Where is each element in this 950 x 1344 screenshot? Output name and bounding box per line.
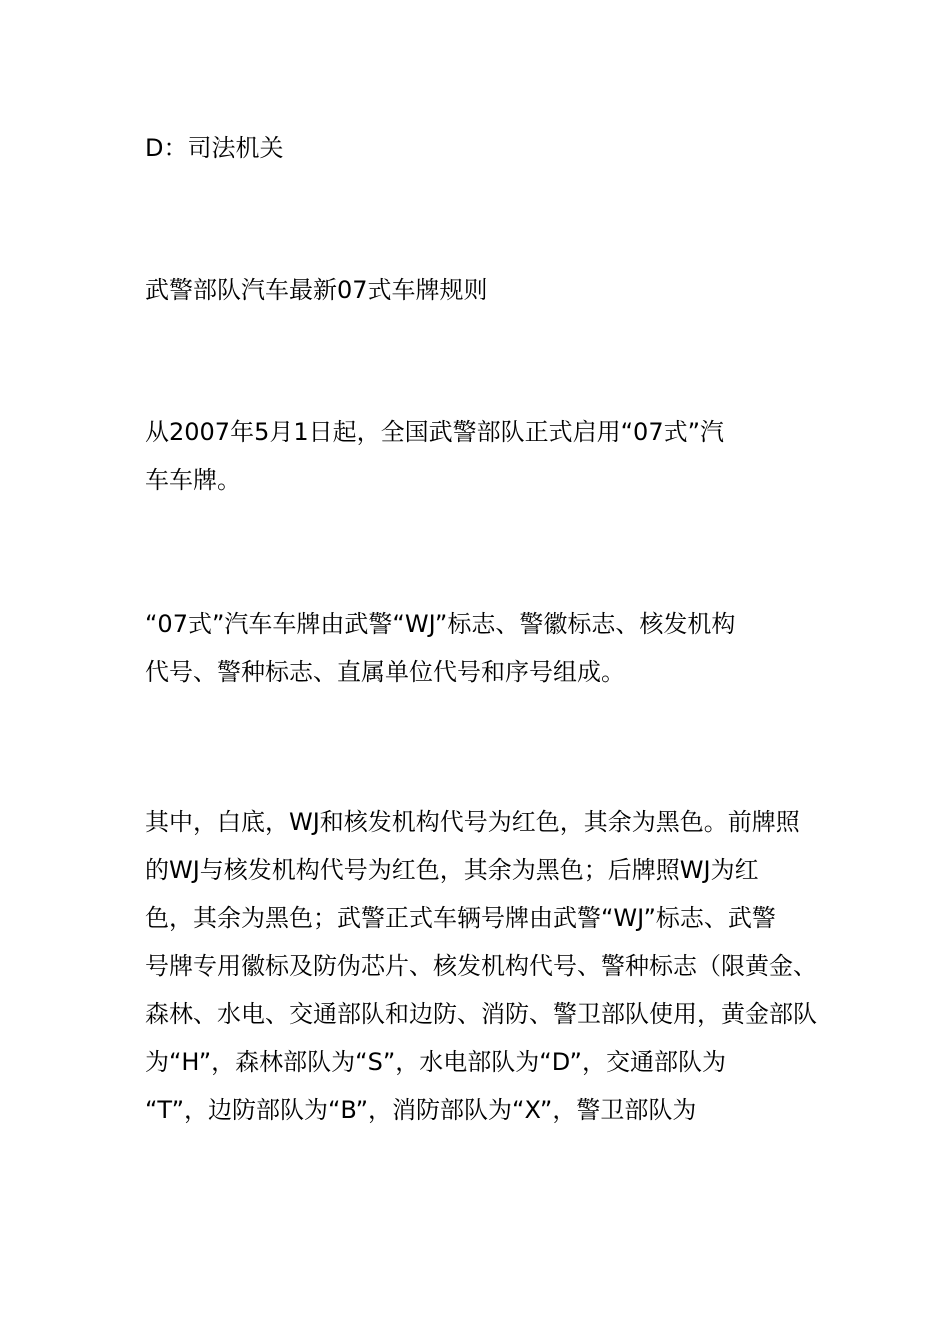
text-line: 其中，白底，WJ和核发机构代号为红色，其余为黑色。前牌照 <box>145 808 800 836</box>
text-line: 武警部队汽车最新07式车牌规则 <box>145 276 488 304</box>
text-line: 森林、水电、交通部队和边防、消防、警卫部队使用，黄金部队 <box>145 1000 817 1028</box>
paragraph-start-date <box>145 408 825 504</box>
paragraph-heading-plate-rules <box>145 266 825 314</box>
text-line: 从2007年5月1日起，全国武警部队正式启用“07式”汽 <box>145 418 725 446</box>
text-line: D：司法机关 <box>145 134 284 162</box>
text-line: 号牌专用徽标及防伪芯片、核发机构代号、警种标志（限黄金、 <box>145 952 817 980</box>
text-line: “T”，边防部队为“B”，消防部队为“X”，警卫部队为 <box>145 1096 697 1124</box>
text-line: 代号、警种标志、直属单位代号和序号组成。 <box>145 658 625 686</box>
paragraph-plate-composition <box>145 600 825 696</box>
paragraph-option-d <box>145 124 825 172</box>
text-line: 的WJ与核发机构代号为红色，其余为黑色；后牌照WJ为红 <box>145 856 759 884</box>
text-line: “07式”汽车车牌由武警“WJ”标志、警徽标志、核发机构 <box>145 610 736 638</box>
text-line: 色，其余为黑色；武警正式车辆号牌由武警“WJ”标志、武警 <box>145 904 776 932</box>
text-line: 车车牌。 <box>145 466 241 494</box>
text-line: 为“H”，森林部队为“S”，水电部队为“D”，交通部队为 <box>145 1048 726 1076</box>
paragraph-plate-colors <box>145 798 825 1134</box>
